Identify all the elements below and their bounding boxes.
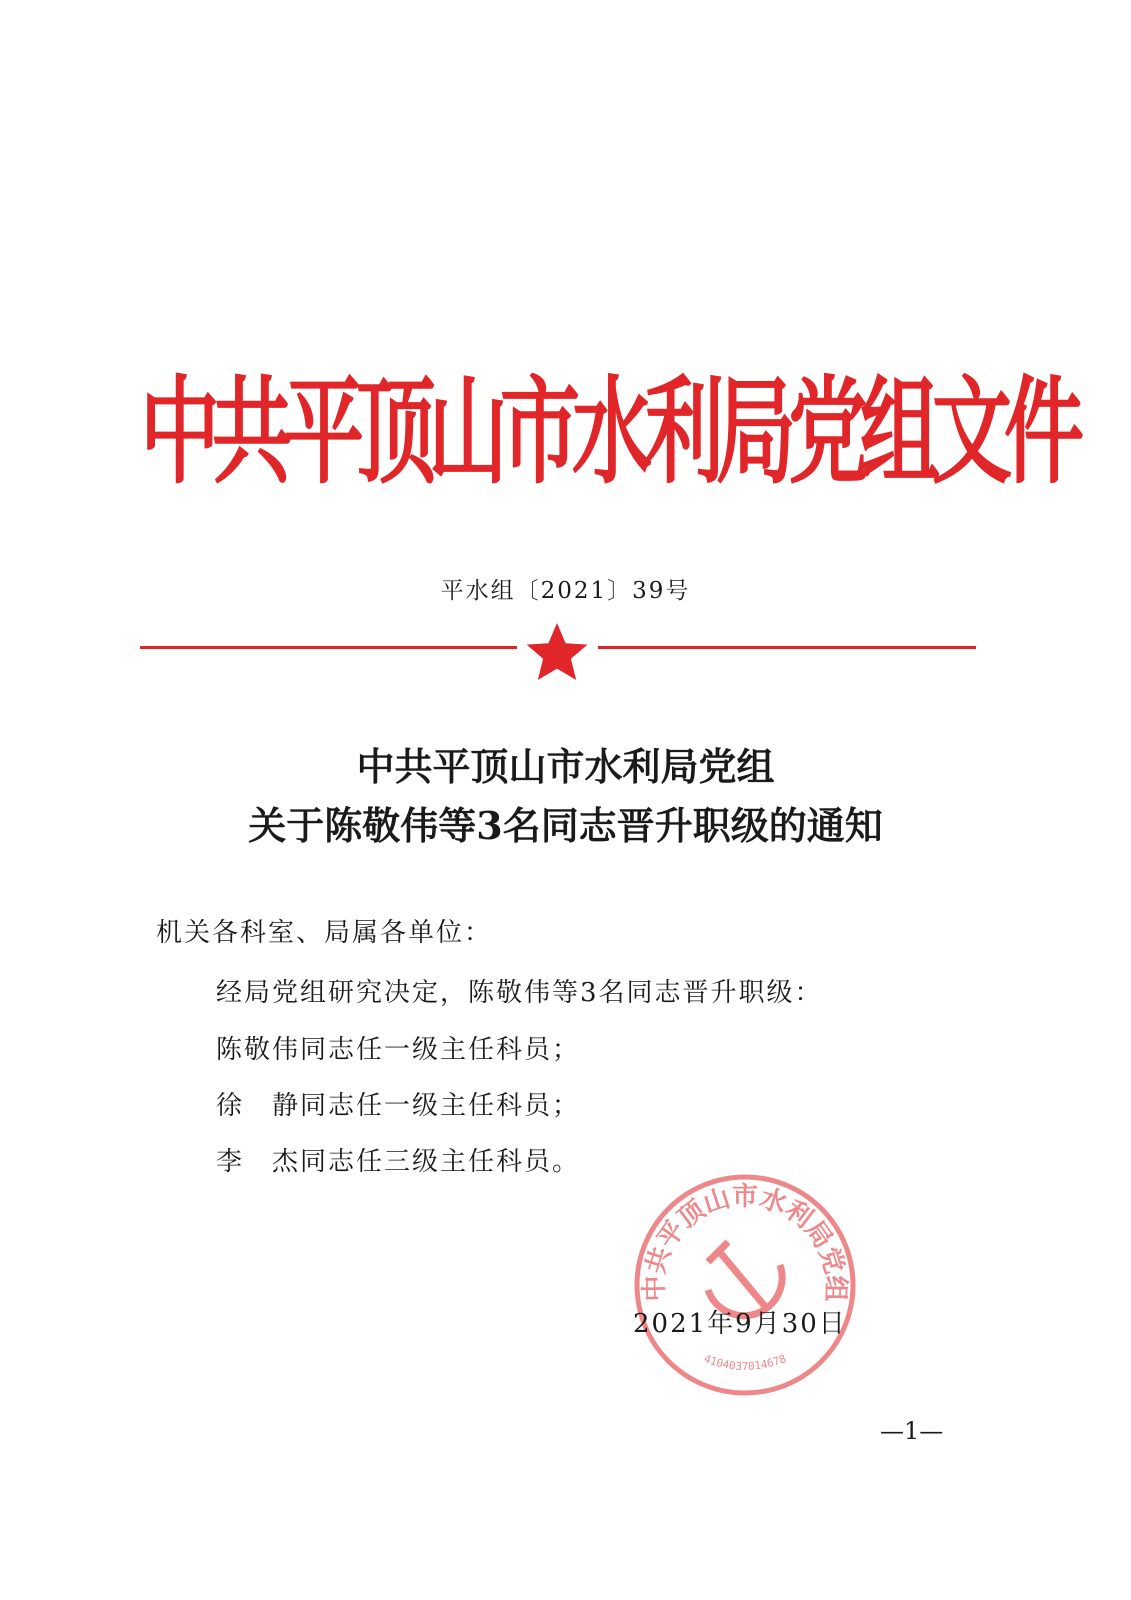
document-number: 平水组〔2021〕39号 (440, 578, 691, 604)
seal-text: 中共平顶山市水利局党组 (639, 1182, 851, 1302)
paragraph-appointment: 李 杰同志任三级主任科员。 (216, 1147, 581, 1177)
red-divider-right (598, 646, 976, 649)
masthead-title: 中共平顶山市水利局党组文件 (140, 364, 1076, 500)
red-star-icon (519, 621, 595, 681)
notice-title-line-1: 中共平顶山市水利局党组 (356, 744, 775, 789)
salutation: 机关各科室、局属各单位： (156, 918, 493, 948)
official-seal (630, 1170, 860, 1400)
notice-title-line-2: 关于陈敬伟等3名同志晋升职级的通知 (248, 803, 883, 848)
page-number: —1— (880, 1417, 944, 1445)
red-divider-left (140, 646, 517, 649)
paragraph-appointment: 徐 静同志任一级主任科员； (216, 1091, 581, 1121)
svg-text:4104037014678 (702, 1352, 788, 1373)
paragraph-appointment: 陈敬伟同志任一级主任科员； (216, 1035, 581, 1065)
seal-code: 4104037014678 (702, 1352, 788, 1373)
paragraph-decision: 经局党组研究决定，陈敬伟等3名同志晋升职级： (216, 978, 823, 1008)
issue-date: 2021年9月30日 (633, 1309, 847, 1339)
